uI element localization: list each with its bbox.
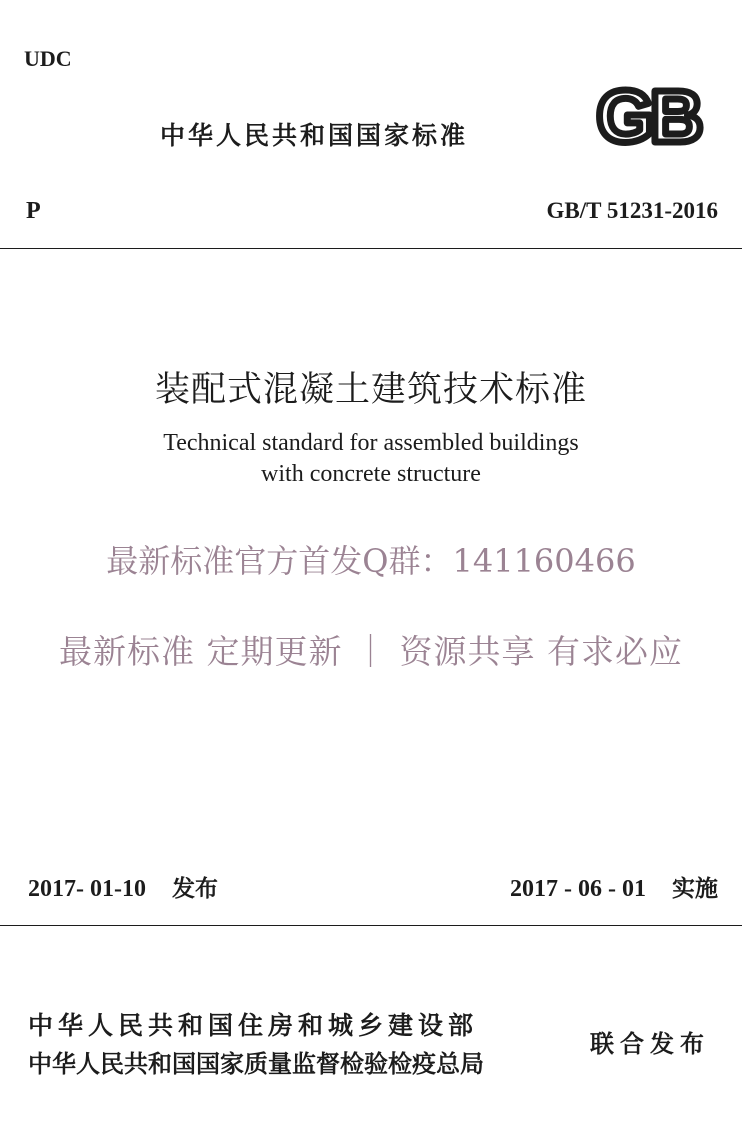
impl-label: 实施 (672, 876, 718, 902)
joint-issue-label: 联合发布 (590, 1030, 710, 1058)
title-en-line2: with concrete structure (261, 461, 481, 487)
issuer-line1: 中华人民共和国住房和城乡建设部 (28, 1011, 479, 1040)
issue-date: 2017- 01-10 (28, 876, 146, 902)
standard-type: 中华人民共和国国家标准 (160, 121, 469, 150)
title-cn: 装配式混凝土建筑技术标准 (154, 370, 587, 410)
issuer-line2: 中华人民共和国国家质量监督检验检疫总局 (28, 1050, 484, 1078)
impl-date: 2017 - 06 - 01 (510, 876, 646, 902)
promo-line2: 最新标准 定期更新 ｜ 资源共享 有求必应 (59, 632, 683, 671)
issue-label: 发布 (171, 876, 218, 902)
promo-line1: 最新标准官方首发Q群：141160466 (106, 542, 636, 580)
issue-date-block (28, 870, 218, 903)
divider-bottom (0, 925, 742, 926)
gb-logo (578, 82, 718, 148)
udc-label: UDC (24, 46, 72, 71)
impl-date-block (510, 870, 718, 903)
title-en (0, 428, 742, 490)
standard-code: GB/T 51231-2016 (546, 198, 718, 223)
divider-top (0, 248, 742, 249)
title-en-line1: Technical standard for assembled buildings (163, 430, 579, 456)
gb-logo-text: GB (596, 82, 700, 148)
category-code: P (26, 198, 41, 224)
